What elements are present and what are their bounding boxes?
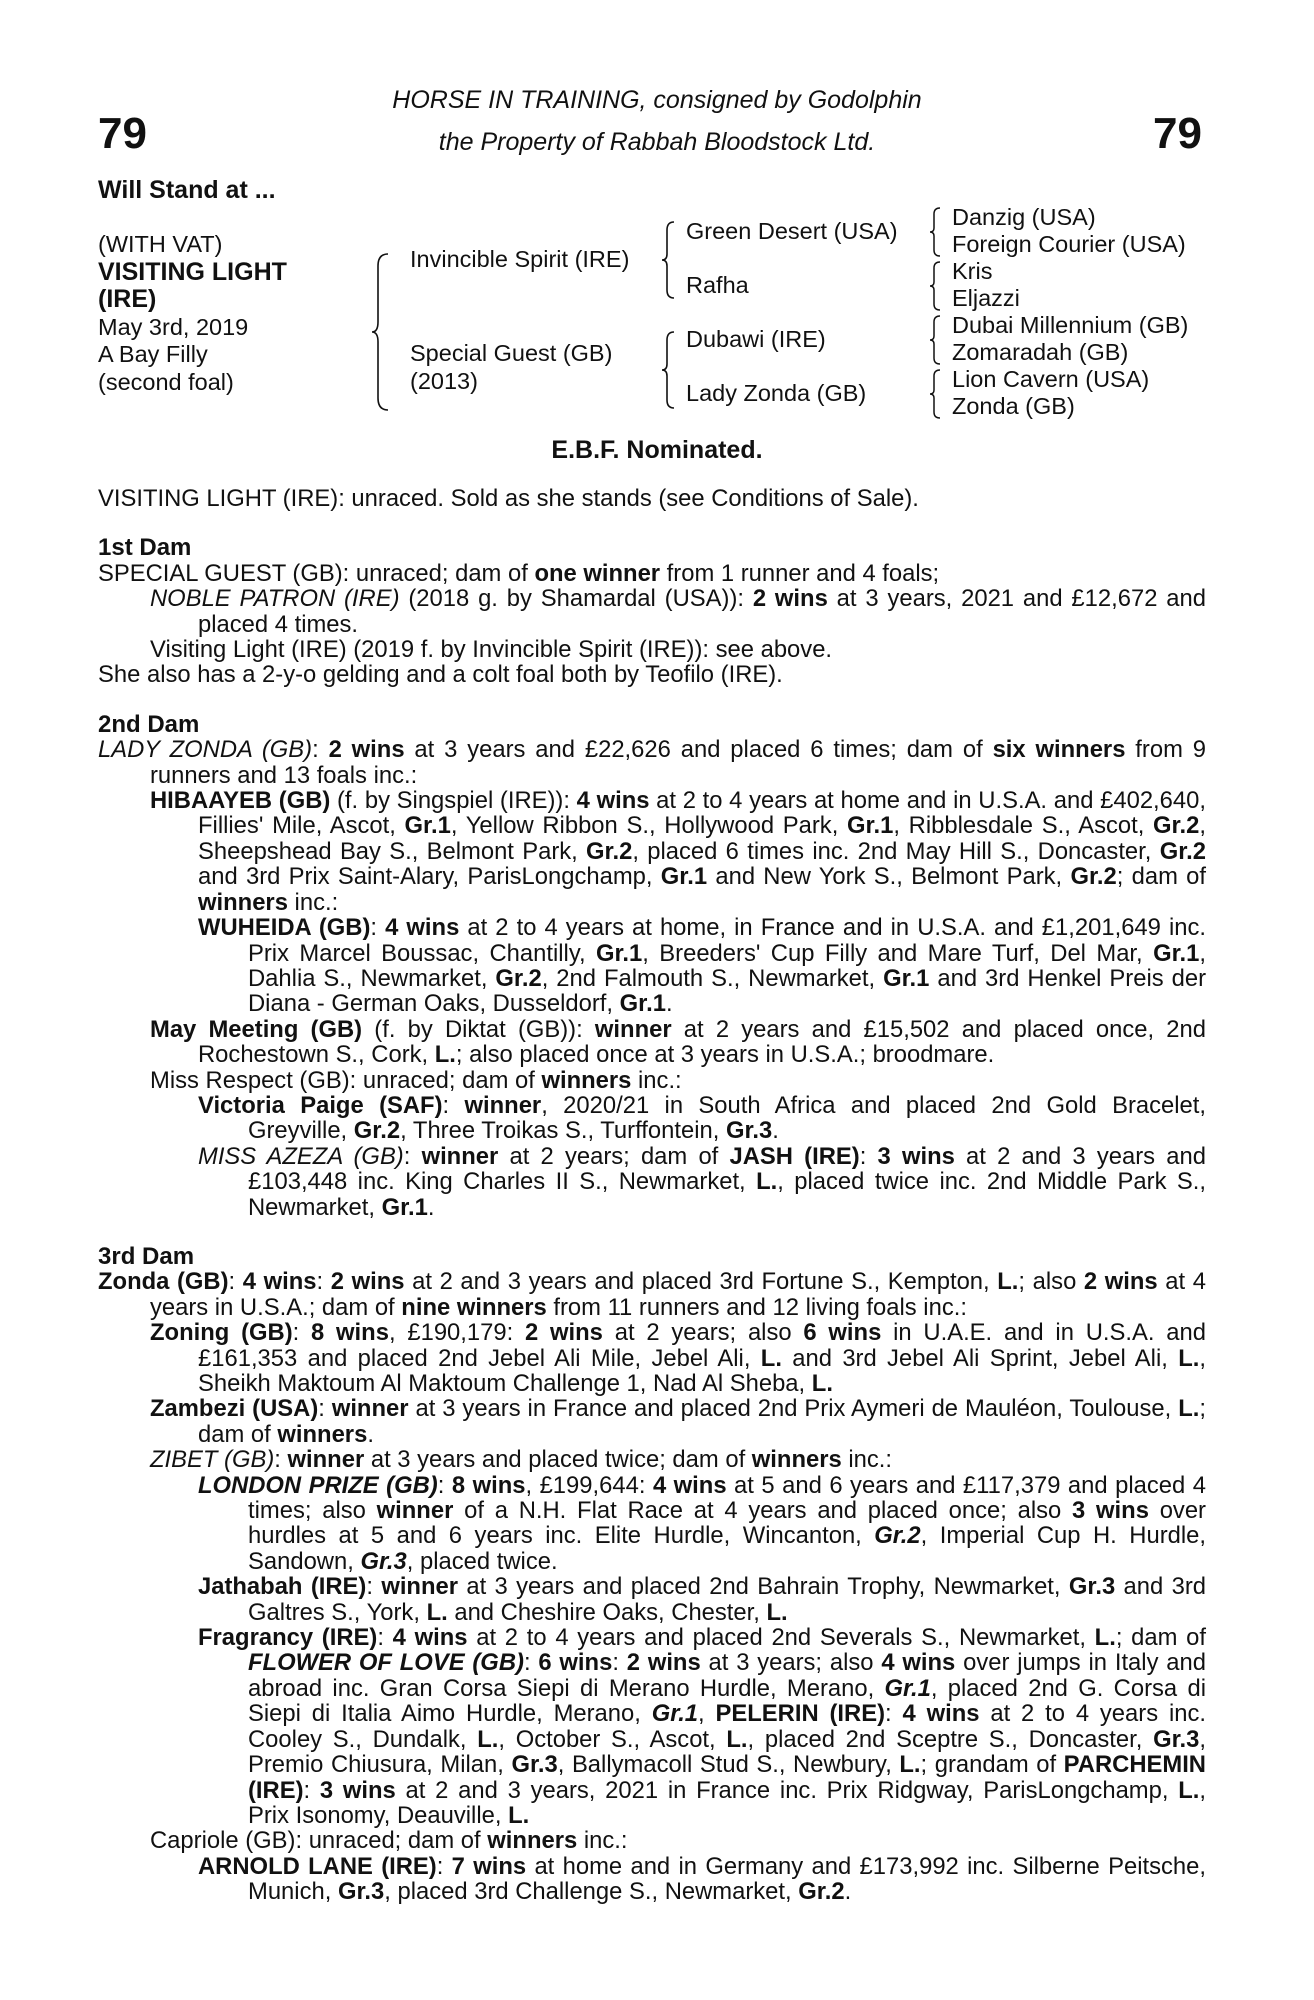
- header-consignor: HORSE IN TRAINING, consigned by Godolphin: [392, 86, 922, 114]
- dam2-produce-2: May Meeting (GB) (f. by Diktat (GB)): winner at 2 years and £15,502 and placed once, 2nd Rochestown S., Cork, L.; also placed once at 3 years in U.S.A.; broodmare.: [150, 1015, 1206, 1069]
- pedigree-gg-0: Danzig (USA): [952, 204, 1096, 230]
- dam3-entry: Zonda (GB): 4 wins: 2 wins at 2 and 3 years and placed 3rd Fortune S., Kempton, L.; also 2 wins at 4 years in U.S.A.; dam of nine winners from 11 runners and 12 living foals inc.:: [98, 1268, 1206, 1321]
- dam3-produce-4: Capriole (GB): unraced; dam of winners inc.:: [150, 1827, 628, 1855]
- lot-number-left: 79: [98, 109, 147, 158]
- pedigree-brace-main: [370, 252, 392, 412]
- dam2-produce-1: HIBAAYEB (GB) (f. by Singspiel (IRE)): 4 wins at 2 to 4 years at home and in U.S.A. and £402,640, Fillies' Mile, Ascot, Gr.1, Yellow Ribbon S., Hollywood Park, Gr.1, Ribblesdale S., Ascot, Gr.2, Sheepshead Bay S., Belmont Park, Gr.2, placed 6 times inc. 2nd May Hill S., Doncaster, Gr.2 and 3rd Prix Saint-Alary, ParisLongchamp, Gr.1 and New York S., Belmont Park, Gr.2; dam of winners inc.:: [150, 787, 1207, 916]
- will-stand-label: Will Stand at ...: [98, 176, 276, 204]
- pedigree-brace-gg4: [928, 368, 942, 420]
- dam1-produce-1: NOBLE PATRON (IRE) (2018 g. by Shamardal (USA)): 2 wins at 3 years, 2021 and £12,672 and placed 4 times.: [150, 585, 1206, 638]
- pedigree-dam-sire: Dubawi (IRE): [686, 326, 826, 352]
- dam2-produce-3: Miss Respect (GB): unraced; dam of winners inc.:: [150, 1066, 682, 1094]
- pedigree-dam-year: (2013): [410, 368, 478, 394]
- dam1-note: She also has a 2-y-o gelding and a colt foal both by Teofilo (IRE).: [98, 661, 783, 689]
- pedigree-brace-gg3: [928, 314, 942, 366]
- section-2nd-dam: 2nd Dam: [98, 710, 200, 738]
- horse-country: (IRE): [98, 285, 157, 313]
- pedigree-gg-2: Kris: [952, 258, 993, 284]
- pedigree-sire-dam: Rafha: [686, 272, 749, 298]
- horse-description: A Bay Filly: [98, 341, 208, 367]
- pedigree-brace-gg2: [928, 260, 942, 312]
- dam2-grandproduce-3: MISS AZEZA (GB): winner at 2 years; dam of JASH (IRE): 3 wins at 2 and 3 years and £103,448 inc. King Charles II S., Newmarket, L., placed twice inc. 2nd Middle Park S., Newmarket, Gr.1.: [198, 1142, 1206, 1221]
- dam3-produce-1: Zoning (GB): 8 wins, £190,179: 2 wins at 2 years; also 6 wins in U.A.E. and in U.S.A. and £161,353 and placed 2nd Jebel Ali Mile, Jebel Ali, L. and 3rd Jebel Ali Sprint, Jebel Ali, L., Sheikh Maktoum Al Maktoum Challenge 1, Nad Al Sheba, L.: [150, 1319, 1206, 1397]
- pedigree-gg-3: Eljazzi: [952, 285, 1020, 311]
- dam1-produce-2: Visiting Light (IRE) (2019 f. by Invincible Spirit (IRE)): see above.: [150, 636, 833, 664]
- dam2-entry: LADY ZONDA (GB): 2 wins at 3 years and £22,626 and placed 6 times; dam of six winners from 9 runners and 13 foals inc.:: [98, 736, 1206, 789]
- pedigree-brace-dam: [660, 330, 676, 410]
- dam3-grandproduce-3: Fragrancy (IRE): 4 wins at 2 to 4 years and placed 2nd Severals S., Newmarket, L.; dam of FLOWER OF LOVE (GB): 6 wins: 2 wins at 3 years; also 4 wins over jumps in Italy and abroad inc. Gran Corsa Siepi di Merano Hurdle, Merano, Gr.1, placed 2nd G. Corsa di Siepi di Italia Aimo Hurdle, Merano, Gr.1, PELERIN (IRE): 4 wins at 2 to 4 years inc. Cooley S., Dundalk, L., October S., Ascot, L., placed 2nd Sceptre S., Doncaster, Gr.3, Premio Chiusura, Milan, Gr.3, Ballymacoll Stud S., Newbury, L.; grandam of PARCHEMIN (IRE): 3 wins at 2 and 3 years, 2021 in France inc. Prix Ridgway, ParisLongchamp, L., Prix Isonomy, Deauville, L.: [198, 1624, 1207, 1829]
- dam3-produce-3: ZIBET (GB): winner at 3 years and placed twice; dam of winners inc.:: [150, 1446, 892, 1474]
- pedigree-gg-6: Lion Cavern (USA): [952, 366, 1150, 392]
- horse-dob: May 3rd, 2019: [98, 313, 249, 340]
- section-3rd-dam: 3rd Dam: [98, 1242, 195, 1270]
- dam3-produce-2: Zambezi (USA): winner at 3 years in France and placed 2nd Prix Aymeri de Mauléon, Toulouse, L.; dam of winners.: [150, 1395, 1206, 1448]
- dam1-entry: SPECIAL GUEST (GB): unraced; dam of one winner from 1 runner and 4 foals;: [98, 559, 940, 587]
- horse-name: VISITING LIGHT: [98, 257, 287, 286]
- horse-foal-note: (second foal): [98, 368, 234, 395]
- ebf-nomination: E.B.F. Nominated.: [551, 436, 763, 464]
- pedigree-dam: Special Guest (GB): [410, 340, 613, 366]
- horse-info: [98, 231, 287, 396]
- header-property: the Property of Rabbah Bloodstock Ltd.: [438, 128, 876, 156]
- lot-number-right: 79: [1153, 109, 1202, 158]
- intro-text: VISITING LIGHT (IRE): unraced. Sold as she stands (see Conditions of Sale).: [98, 485, 919, 512]
- pedigree-gg-5: Zomaradah (GB): [952, 339, 1129, 365]
- pedigree-sire: Invincible Spirit (IRE): [410, 246, 630, 272]
- catalogue-body: [98, 486, 1206, 1905]
- vat-note: (WITH VAT): [98, 231, 223, 257]
- pedigree-brace-gg1: [928, 206, 942, 258]
- dam2-grandproduce-1: WUHEIDA (GB): 4 wins at 2 to 4 years at home, in France and in U.S.A. and £1,201,649 inc. Prix Marcel Boussac, Chantilly, Gr.1, Breeders' Cup Filly and Mare Turf, Del Mar, Gr.1, Dahlia S., Newmarket, Gr.2, 2nd Falmouth S., Newmarket, Gr.1 and 3rd Henkel Preis der Diana - German Oaks, Dusseldorf, Gr.1.: [198, 914, 1207, 1018]
- dam3-grandproduce-1: LONDON PRIZE (GB): 8 wins, £199,644: 4 wins at 5 and 6 years and £117,379 and placed 4 times; also winner of a N.H. Flat Race at 4 years and placed once; also 3 wins over hurdles at 5 and 6 years inc. Elite Hurdle, Wincanton, Gr.2, Imperial Cup H. Hurdle, Sandown, Gr.3, placed twice.: [198, 1471, 1206, 1575]
- pedigree-gg-1: Foreign Courier (USA): [952, 231, 1186, 257]
- pedigree-dam-dam: Lady Zonda (GB): [686, 380, 867, 406]
- pedigree-gg-7: Zonda (GB): [952, 393, 1075, 419]
- dam3-grandproduce-4: ARNOLD LANE (IRE): 7 wins at home and in Germany and £173,992 inc. Silberne Peitsche, Munich, Gr.3, placed 3rd Challenge S., Newmarket, Gr.2.: [198, 1852, 1206, 1906]
- pedigree-gg-4: Dubai Millennium (GB): [952, 312, 1189, 338]
- pedigree-sire-sire: Green Desert (USA): [686, 218, 898, 244]
- pedigree-brace-sire: [660, 220, 676, 300]
- dam2-grandproduce-2: Victoria Paige (SAF): winner, 2020/21 in South Africa and placed 2nd Gold Bracelet, Greyville, Gr.2, Three Troikas S., Turffontein, Gr.3.: [198, 1091, 1206, 1145]
- section-1st-dam: 1st Dam: [98, 534, 192, 562]
- dam3-grandproduce-2: Jathabah (IRE): winner at 3 years and placed 2nd Bahrain Trophy, Newmarket, Gr.3 and 3rd Galtres S., York, L. and Cheshire Oaks, Chester, L.: [198, 1573, 1206, 1626]
